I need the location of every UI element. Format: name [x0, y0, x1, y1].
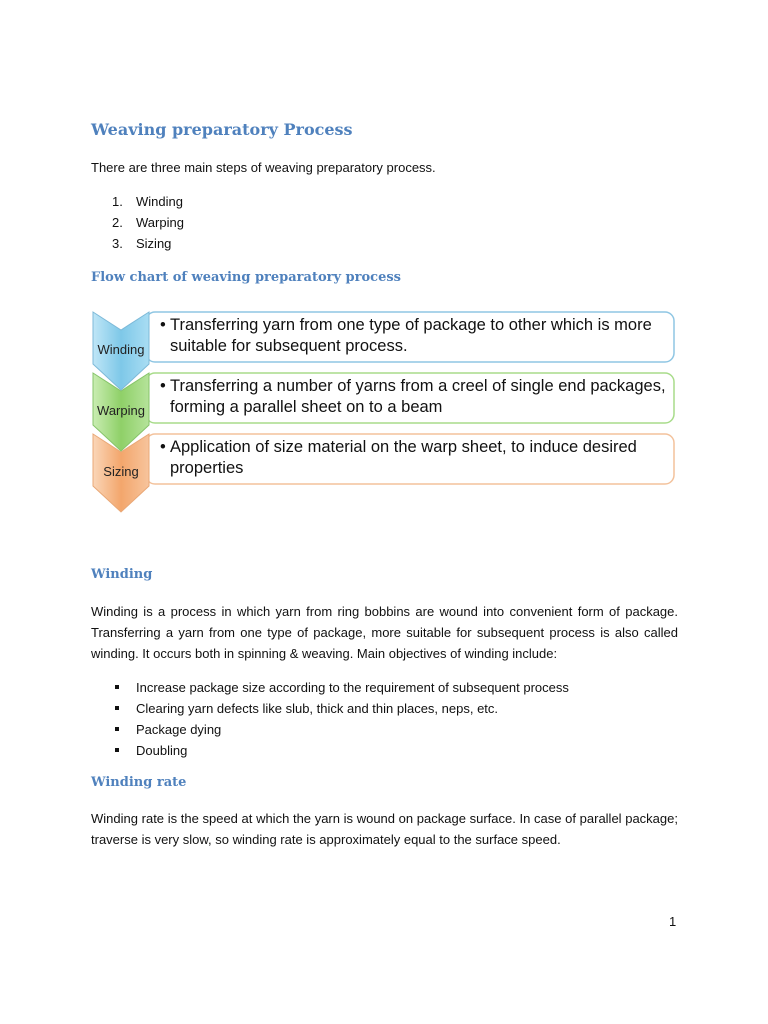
bullet-icon: •	[160, 438, 166, 456]
intro-text: There are three main steps of weaving preparatory process.	[91, 160, 436, 175]
step-number: 2.	[112, 215, 123, 230]
objective-text: Increase package size according to the requirement of subsequent process	[136, 680, 569, 695]
winding-rate-paragraph: Winding rate is the speed at which the yarn is wound on package surface. In case of parallel package; traverse is very slow, so winding rate is approximately equal to the surface speed.	[91, 811, 678, 847]
flow-description: Application of size material on the warp sheet, to induce desired properties	[170, 438, 637, 477]
objective-text: Doubling	[136, 743, 188, 758]
winding-rate-heading: Winding rate	[91, 775, 187, 790]
page-number: 1	[669, 914, 677, 929]
square-bullet-icon	[115, 727, 119, 731]
bullet-icon: •	[160, 377, 166, 395]
flow-text-winding	[160, 315, 672, 357]
winding-heading: Winding	[91, 567, 153, 582]
flow-label-warping: Warping	[97, 403, 145, 418]
step-label: Warping	[136, 215, 184, 230]
step-number: 1.	[112, 194, 123, 209]
step-label: Winding	[136, 194, 183, 209]
flowchart	[88, 306, 680, 518]
page-title: Weaving preparatory Process	[91, 120, 353, 139]
step-number: 3.	[112, 236, 123, 251]
winding-paragraph: Winding is a process in which yarn from ring bobbins are wound into convenient form of package. Transferring a yarn from one type of package, more suitable for subsequent process is also called winding. It occurs both in spinning & weaving. Main objectives of winding include:	[91, 604, 678, 661]
square-bullet-icon	[115, 685, 119, 689]
flow-label-winding: Winding	[97, 342, 145, 357]
objective-text: Clearing yarn defects like slub, thick and thin places, neps, etc.	[136, 701, 499, 716]
square-bullet-icon	[115, 748, 119, 752]
flow-description: Transferring a number of yarns from a creel of single end packages, forming a parallel sheet on to a beam	[170, 377, 666, 416]
flow-text-warping	[160, 376, 672, 418]
bullet-icon: •	[160, 316, 166, 334]
flowchart-heading: Flow chart of weaving preparatory process	[91, 270, 401, 285]
flow-label-sizing: Sizing	[103, 464, 139, 479]
objective-text: Package dying	[136, 722, 222, 737]
flow-description: Transferring yarn from one type of package to other which is more suitable for subsequent process.	[170, 316, 652, 355]
flow-text-sizing	[160, 437, 672, 479]
step-label: Sizing	[136, 236, 172, 251]
square-bullet-icon	[115, 706, 119, 710]
